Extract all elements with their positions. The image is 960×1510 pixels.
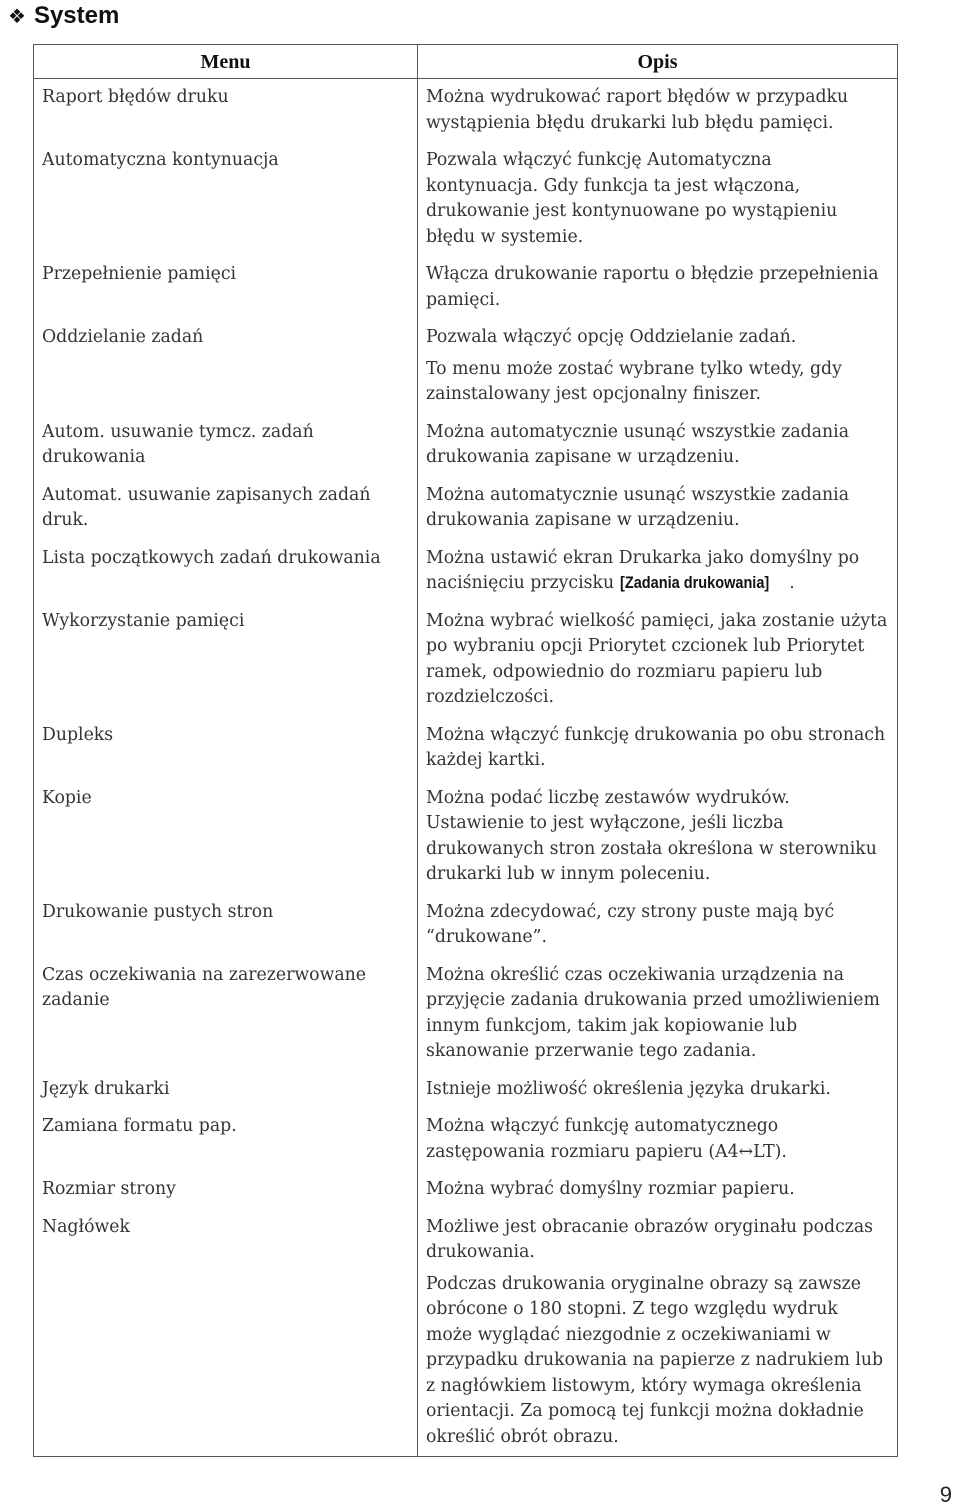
menu-cell: Kopie <box>34 780 418 894</box>
description-text: Można wybrać wielkość pamięci, jaka zostanie użyta po wybraniu opcji Priorytet czcionek lub Priorytet ramek, odpowiednio do rozmiaru papieru lub rozdzielczości. <box>426 610 888 707</box>
description-cell <box>418 1209 898 1457</box>
table-row <box>34 1209 898 1457</box>
key-label-print-jobs: [Zadania drukowania] <box>619 574 769 592</box>
menu-cell: Autom. usuwanie tymcz. zadań drukowania <box>34 414 418 477</box>
description-note: To menu może zostać wybrane tylko wtedy, gdy zainstalowany jest opcjonalny finiszer. <box>426 358 842 404</box>
description-cell <box>418 79 898 143</box>
diamond-bullet-icon: ❖ <box>8 4 26 28</box>
description-cell <box>418 256 898 319</box>
menu-cell: Automatyczna kontynuacja <box>34 142 418 256</box>
description-cell <box>418 142 898 256</box>
description-cell <box>418 540 898 603</box>
menu-cell: Przepełnienie pamięci <box>34 256 418 319</box>
menu-cell: Dupleks <box>34 717 418 780</box>
table-row <box>34 603 898 717</box>
description-text: Można wybrać domyślny rozmiar papieru. <box>426 1179 795 1199</box>
description-cell <box>418 1171 898 1209</box>
menu-cell: Rozmiar strony <box>34 1171 418 1209</box>
description-cell <box>418 603 898 717</box>
description-cell <box>418 319 898 414</box>
description-cell <box>418 894 898 957</box>
menu-cell: Lista początkowych zadań drukowania <box>34 540 418 603</box>
menu-cell: Automat. usuwanie zapisanych zadań druk. <box>34 477 418 540</box>
menu-cell: Oddzielanie zadań <box>34 319 418 414</box>
table-header-row <box>34 45 898 79</box>
description-text: Można automatycznie usunąć wszystkie zadania drukowania zapisane w urządzeniu. <box>426 484 849 530</box>
description-text: Można włączyć funkcję automatycznego zastępowania rozmiaru papieru (A4↔LT). <box>426 1116 787 1162</box>
table-row <box>34 717 898 780</box>
table-row <box>34 319 898 414</box>
description-cell <box>418 780 898 894</box>
description-text-start: Można ustawić ekran Drukarka jako domyślny po naciśnięciu przycisku <box>426 547 860 593</box>
table-row <box>34 894 898 957</box>
description-text: Istnieje możliwość określenia języka drukarki. <box>426 1078 831 1099</box>
description-text: Można podać liczbę zestawów wydruków. Ustawienie to jest wyłączone, jeśli liczba drukowanych stron została określona w sterowniku drukarki lub w innym poleceniu. <box>426 787 877 884</box>
table-row <box>34 957 898 1071</box>
table-row <box>34 1071 898 1109</box>
description-text: Pozwala włączyć opcję Oddzielanie zadań. <box>426 327 797 347</box>
menu-cell: Raport błędów druku <box>34 79 418 143</box>
description-cell <box>418 957 898 1071</box>
table-row <box>34 256 898 319</box>
table-row <box>34 142 898 256</box>
settings-table <box>33 44 898 1457</box>
table-row <box>34 1171 898 1209</box>
description-text: Pozwala włączyć funkcję Automatyczna kontynuacja. Gdy funkcja ta jest włączona, drukowanie jest kontynuowane po wystąpieniu błędu w systemie. <box>426 150 838 247</box>
description-cell <box>418 717 898 780</box>
menu-cell: Drukowanie pustych stron <box>34 894 418 957</box>
description-text: Możliwe jest obracanie obrazów oryginału podczas drukowania. <box>426 1216 874 1262</box>
description-note: Podczas drukowania oryginalne obrazy są zawsze obrócone o 180 stopni. Z tego względu wydruk może wyglądać niezgodnie z oczekiwaniami w przypadku drukowania na papierze z nadrukiem lub z nagłówkiem listowym, który wymaga określenia orientacji. Za pomocą tej funkcji można dokładnie określić obrót obrazu. <box>426 1273 884 1447</box>
description-cell <box>418 477 898 540</box>
description-cell <box>418 1071 898 1109</box>
section-title: System <box>33 2 120 29</box>
description-cell <box>418 414 898 477</box>
table-row <box>34 477 898 540</box>
page-number: 9 <box>939 1482 952 1507</box>
description-cell <box>418 1108 898 1171</box>
menu-column-header: Menu <box>34 45 418 79</box>
table-row <box>34 1108 898 1171</box>
table-row <box>34 79 898 143</box>
table-row <box>34 780 898 894</box>
description-text: Można wydrukować raport błędów w przypadku wystąpienia błędu drukarki lub błędu pamięci. <box>426 87 849 133</box>
section-heading <box>8 0 119 32</box>
description-text: Można określić czas oczekiwania urządzenia na przyjęcie zadania drukowania przed umożliwieniem innym funkcjom, takim jak kopiowanie lub skanowanie przerwanie tego zadania. <box>426 964 880 1061</box>
menu-cell: Zamiana formatu pap. <box>34 1108 418 1171</box>
description-text: Można włączyć funkcję drukowania po obu stronach każdej kartki. <box>426 724 886 770</box>
menu-cell: Język drukarki <box>34 1071 418 1109</box>
description-text <box>426 546 889 597</box>
description-text: Można zdecydować, czy strony puste mają być “drukowane”. <box>426 901 835 947</box>
table-row <box>34 540 898 603</box>
description-text: Można automatycznie usunąć wszystkie zadania drukowania zapisane w urządzeniu. <box>426 421 849 467</box>
description-column-header: Opis <box>418 45 898 79</box>
menu-cell: Nagłówek <box>34 1209 418 1457</box>
menu-cell: Wykorzystanie pamięci <box>34 603 418 717</box>
description-text-end: . <box>789 573 795 593</box>
description-text: Włącza drukowanie raportu o błędzie przepełnienia pamięci. <box>426 264 879 310</box>
menu-cell: Czas oczekiwania na zarezerwowane zadanie <box>34 957 418 1071</box>
table-row <box>34 414 898 477</box>
